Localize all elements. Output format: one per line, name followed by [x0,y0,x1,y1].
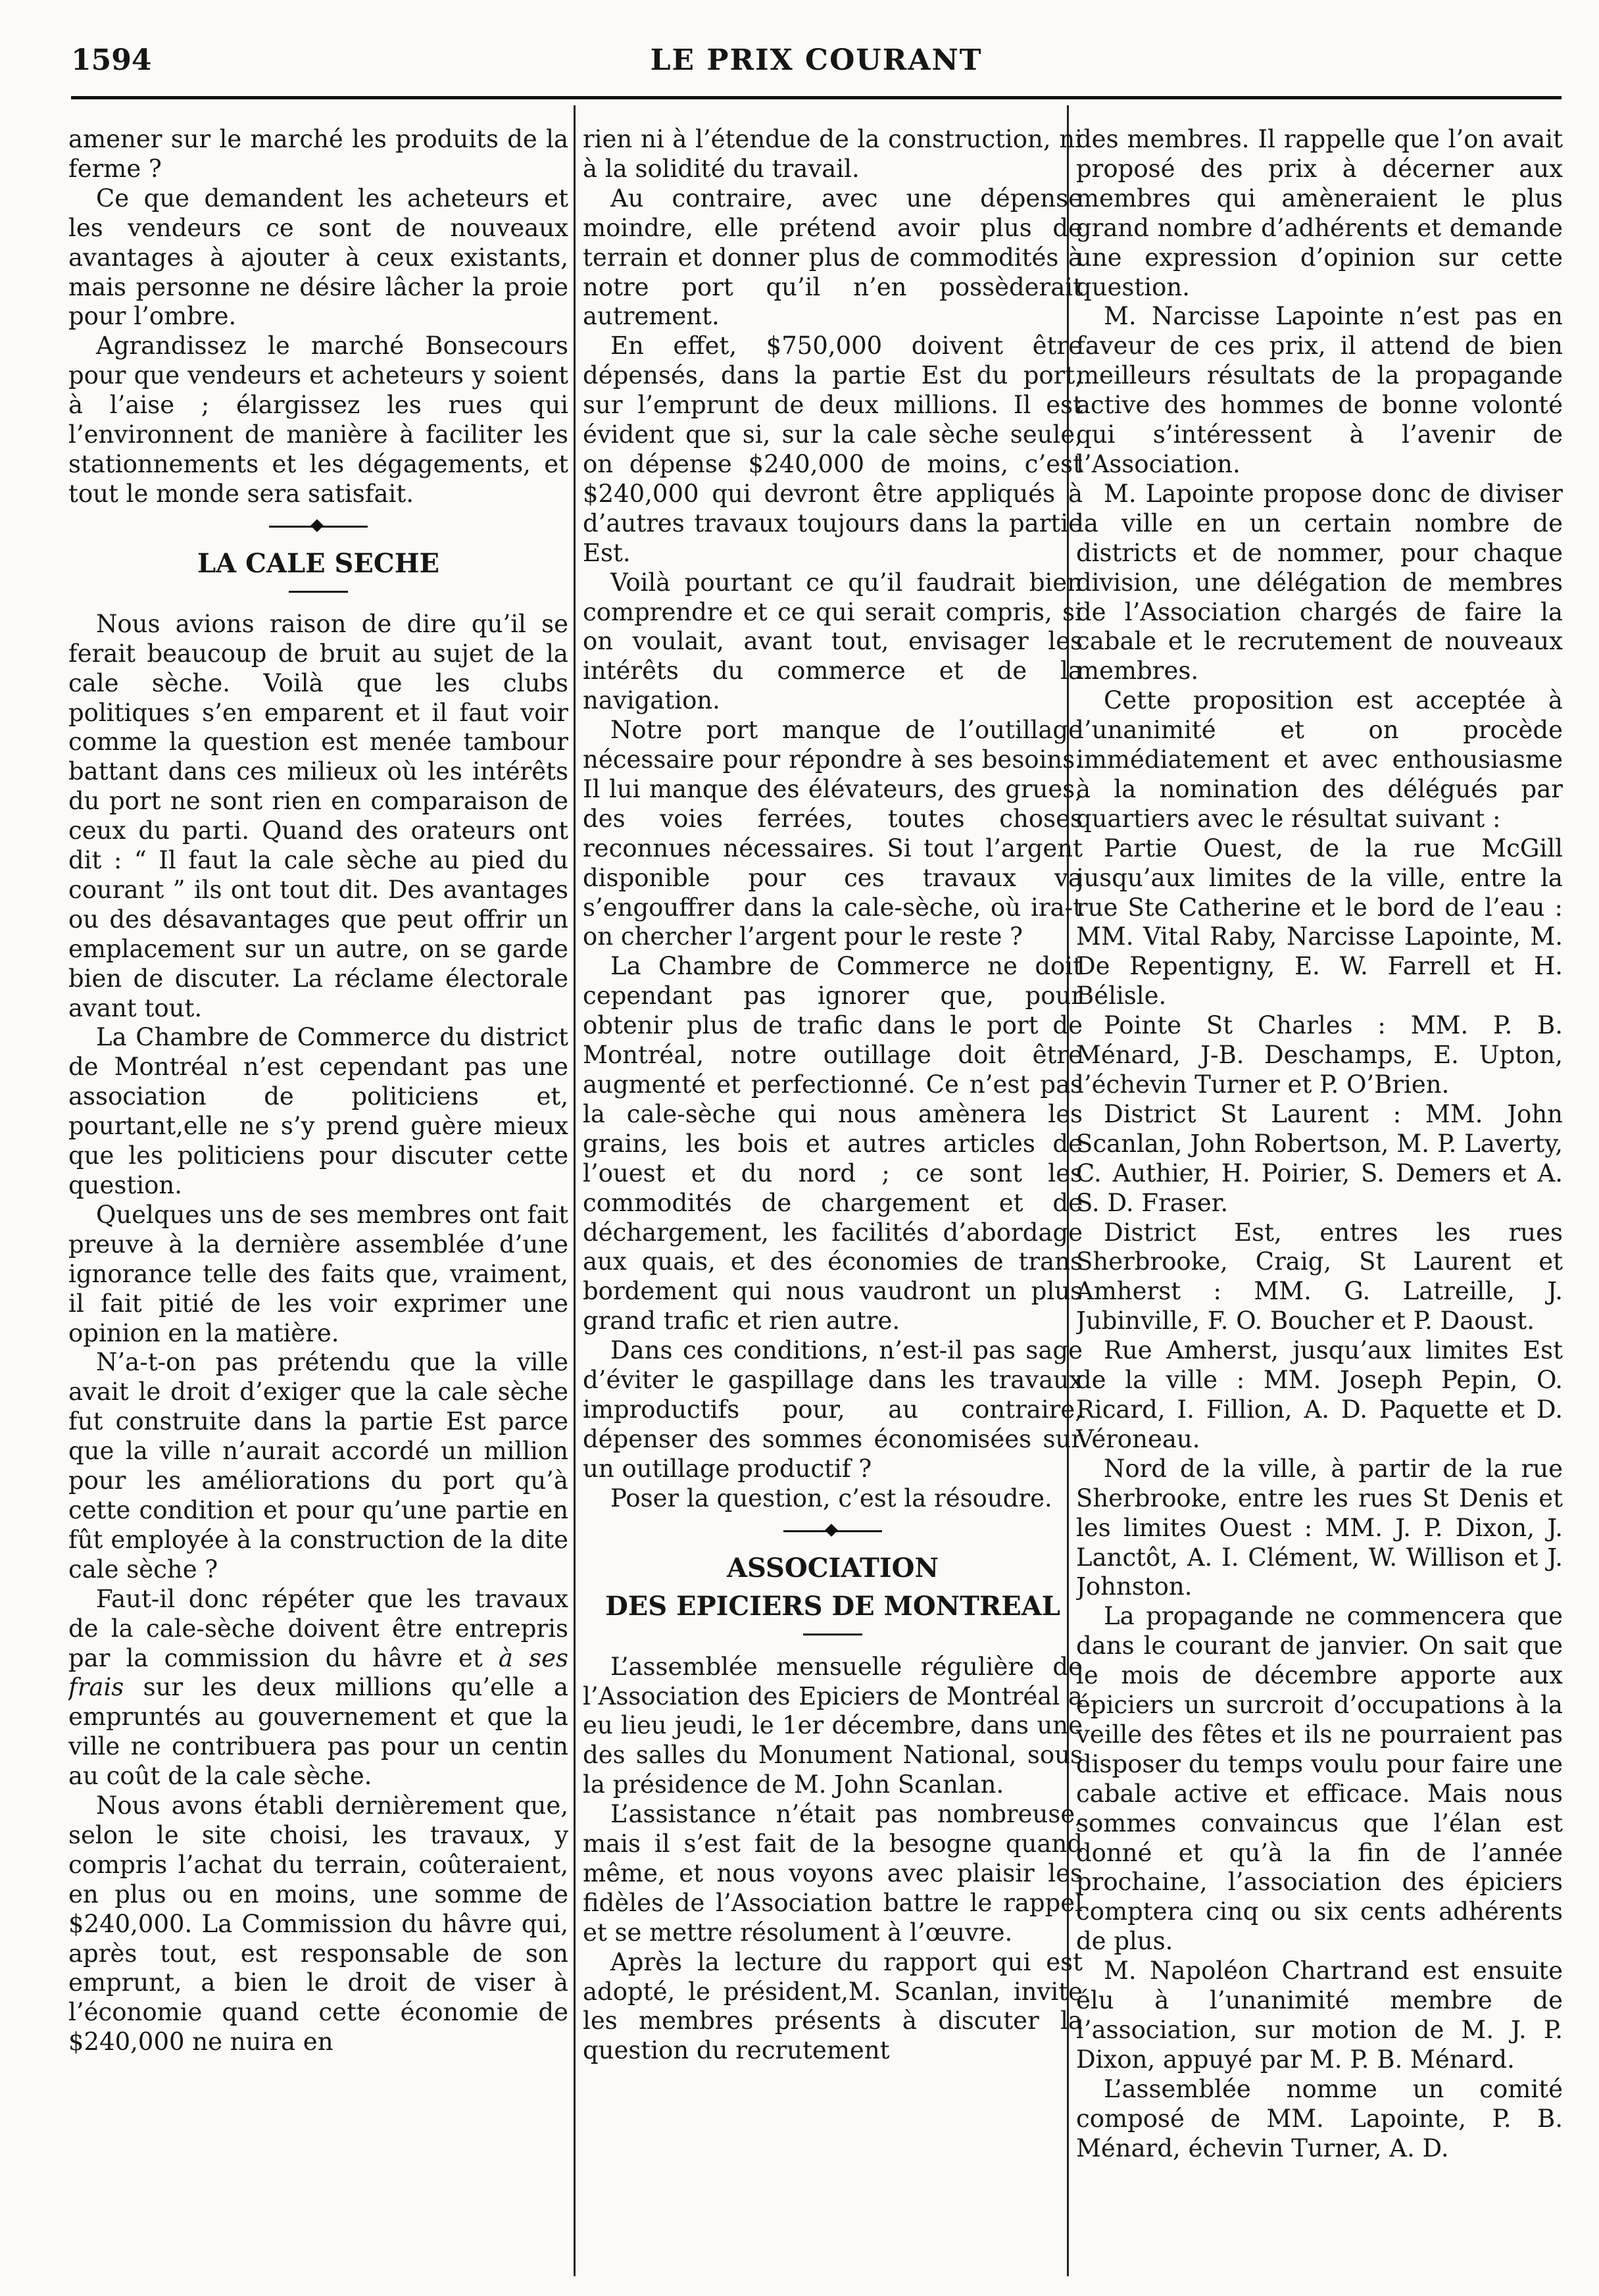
paragraph: Cette proposition est acceptée à l’unanimité et on procède immédiatement et avec enthousiasme à la nomination des délégués par quartiers avec le résultat suivant : [1076,686,1563,833]
paragraph: M. Narcisse Lapointe n’est pas en faveur de ces prix, il attend de bien meilleurs résultats de la propagande active des hommes de bonne volonté qui s’intéressent à l’avenir de l’Association. [1076,302,1563,478]
paragraph: Agrandissez le marché Bonsecours pour que vendeurs et acheteurs y soient à l’aise ; élargissez les rues qui l’environnent de manière à faciliter les stationnements et les dégagements, et tout le monde sera satisfait. [68,332,568,508]
paragraph: N’a-t-on pas prétendu que la ville avait le droit d’exiger que la cale sèche fut construite dans la partie Est parce que la ville n’aurait accordé un million pour les améliorations du port qu’à cette condition et pour qu’une partie en fût employée à la construction de la dite cale sèche ? [68,1348,568,1584]
paragraph: Partie Ouest, de la rue McGill jusqu’aux limites de la ville, entre la rue Ste Catherine et le bord de l’eau : MM. Vital Raby, Narcisse Lapointe, M. De Repentigny, E. W. Farrell et H. Bélisle. [1076,834,1563,1011]
article-heading: LA CALE SECHE [197,547,439,579]
paragraph: M. Lapointe propose donc de diviser la ville en un certain nombre de districts et de nommer, pour chaque division, une délégation de membres de l’Association chargés de faire la cabale et le recrutement de nouveaux membres. [1076,479,1563,686]
paragraph: Nord de la ville, à partir de la rue Sherbrooke, entre les rues St Denis et les limites Ouest : MM. J. P. Dixon, J. Lanctôt, A. I. Clément, W. Willison et J. Johnston. [1076,1454,1563,1601]
paragraph: Nous avons établi dernièrement que, selon le site choisi, les travaux, y compris l’achat du terrain, coûteraient, en plus ou en moins, une somme de $240,000. La Commission du hâvre qui, après tout, est responsable de son emprunt, a bien le droit de viser à l’économie quand cette économie de $240,000 ne nuira en [68,1791,568,2057]
paragraph: Quelques uns de ses membres ont fait preuve à la dernière assemblée d’une ignorance telle des faits que, vraiment, il fait pitié de les voir exprimer une opinion en la matière. [68,1200,568,1347]
paragraph: L’assistance n’était pas nombreuse, mais il s’est fait de la besogne quand même, et nous voyons avec plaisir les fidèles de l’Association battre le rappel et se mettre résolument à l’œuvre. [583,1800,1083,1947]
heading-rule [289,591,348,593]
paragraph: District St Laurent : MM. John Scanlan, John Robertson, M. P. Laverty, C. Authier, H. Poirier, S. Demers et A. S. D. Fraser. [1076,1099,1563,1217]
column-3 [1076,125,1563,2276]
paragraph: Pointe St Charles : MM. P. B. Ménard, J-B. Deschamps, E. Upton, l’échevin Turner et P. O’Brien. [1076,1011,1563,1099]
paragraph: rien ni à l’étendue de la construction, ni à la solidité du travail. [583,125,1083,183]
section-ornament [783,1523,882,1539]
column-2 [583,125,1083,2276]
article-heading: DES EPICIERS DE MONTREAL [605,1590,1060,1622]
paragraph: Après la lecture du rapport qui est adopté, le président,M. Scanlan, invite les membres présents à discuter la question du recrutement [583,1947,1083,2065]
header-rule [71,96,1562,99]
text-run: Faut-il donc répéter que les travaux de la cale-sèche doivent être entrepris par la commission du hâvre et [68,1584,568,1672]
paragraph: Au contraire, avec une dépense moindre, elle prétend avoir plus de terrain et donner plus de commodités à notre port qu’il n’en possèderait autrement. [583,184,1083,331]
paragraph: Poser la question, c’est la résoudre. [610,1484,1052,1512]
column-1 [68,125,568,2276]
paragraph: Voilà pourtant ce qu’il faudrait bien comprendre et ce qui serait compris, si on voulait, avant tout, envisager les intérêts du commerce et de la navigation. [583,568,1083,715]
paragraph: Ce que demandent les acheteurs et les vendeurs ce sont de nouveaux avantages à ajouter à ceux existants, mais personne ne désire lâcher la proie pour l’ombre. [68,184,568,331]
paragraph: Dans ces conditions, n’est-il pas sage d’éviter le gaspillage dans les travaux improductifs pour, au contraire, dépenser des sommes économisées sur un outillage productif ? [583,1336,1083,1483]
paragraph: des membres. Il rappelle que l’on avait proposé des prix à décerner aux membres qui amèneraient le plus grand nombre d’adhérents et demande une expression d’opinion sur cette question. [1076,125,1563,301]
paragraph: Notre port manque de l’outillage nécessaire pour répondre à ses besoins. Il lui manque des élévateurs, des grues, des voies ferrées, toutes choses reconnues nécessaires. Si tout l’argent disponible pour ces travaux va s’engouffrer dans la cale-sèche, où ira-t on chercher l’argent pour le reste ? [583,716,1083,951]
paragraph: District Est, entres les rues Sherbrooke, Craig, St Laurent et Amherst : MM. G. Latreille, J. Jubinville, F. O. Boucher et P. Daoust. [1076,1218,1563,1335]
paragraph: La propagande ne commencera que dans le courant de janvier. On sait que le mois de décembre apporte aux épiciers un surcroit d’occupations à la veille des fêtes et ils ne pourraient pas disposer du temps voulu pour faire une cabale active et efficace. Mais nous sommes convaincus que l’élan est donné et qu’à la fin de l’année prochaine, l’association des épiciers comptera cinq ou six cents adhérents de plus. [1076,1602,1563,1956]
italic-text: à ses frais [68,1643,568,1702]
paragraph: L’assemblée mensuelle régulière de l’Association des Epiciers de Montréal a eu lieu jeudi, le 1er décembre, dans une des salles du Monument National, sous la présidence de M. John Scanlan. [583,1652,1083,1799]
column-divider [574,105,576,2276]
heading-rule [803,1634,862,1635]
publication-title: LE PRIX COURANT [650,43,983,77]
page-header [71,43,1562,89]
paragraph: La Chambre de Commerce ne doit cependant pas ignorer que, pour obtenir plus de trafic dans le port de Montréal, notre outillage doit être augmenté et perfectionné. Ce n’est pas la cale-sèche qui nous amènera les grains, les bois et autres articles de l’ouest et du nord ; ce sont les commodités de chargement et de déchargement, les facilités d’abordage aux quais, et des économies de trans bordement qui nous vaudront un plus grand trafic et rien autre. [583,952,1083,1335]
paragraph: Rue Amherst, jusqu’aux limites Est de la ville : MM. Joseph Pepin, O. Ricard, I. Fillion, A. D. Paquette et D. Véroneau. [1076,1336,1563,1453]
section-ornament [269,518,368,534]
paragraph: En effet, $750,000 doivent être dépensés, dans la partie Est du port, sur l’emprunt de deux millions. Il est évident que si, sur la cale sèche seule, on dépense $240,000 de moins, c’est $240,000 qui devront être appliqués à d’autres travaux toujours dans la partie Est. [583,332,1083,567]
paragraph: M. Napoléon Chartrand est ensuite élu à l’unanimité membre de l’association, sur motion de M. J. P. Dixon, appuyé par M. P. B. Ménard. [1076,1957,1563,2074]
article-heading: ASSOCIATION [726,1552,939,1584]
paragraph: La Chambre de Commerce du district de Montréal n’est cependant pas une association de politiciens et, pourtant,elle ne s’y prend guère mieux que les politiciens pour discuter cette question. [68,1023,568,1199]
paragraph [68,1585,568,1791]
paragraph: L’assemblée nomme un comité composé de MM. Lapointe, P. B. Ménard, échevin Turner, A. D. [1076,2074,1563,2162]
paragraph: amener sur le marché les produits de la ferme ? [68,125,568,183]
paragraph: Nous avions raison de dire qu’il se ferait beaucoup de bruit au sujet de la cale sèche. Voilà que les clubs politiques s’en emparent et il faut voir comme la question est menée tambour battant dans ces milieux où les intérêts du port ne sont rien en comparaison de ceux du parti. Quand des orateurs ont dit : “ Il faut la cale sèche au pied du courant ” ils ont tout dit. Des avantages ou des désavantages que peut offrir un emplacement sur un autre, on se garde bien de discuter. La réclame électorale avant tout. [68,609,568,1022]
text-run: sur les deux millions qu’elle a empruntés au gouvernement et que la ville ne contribuera pas pour un centin au coût de la cale sèche. [68,1673,568,1791]
page-number: 1594 [71,43,152,77]
